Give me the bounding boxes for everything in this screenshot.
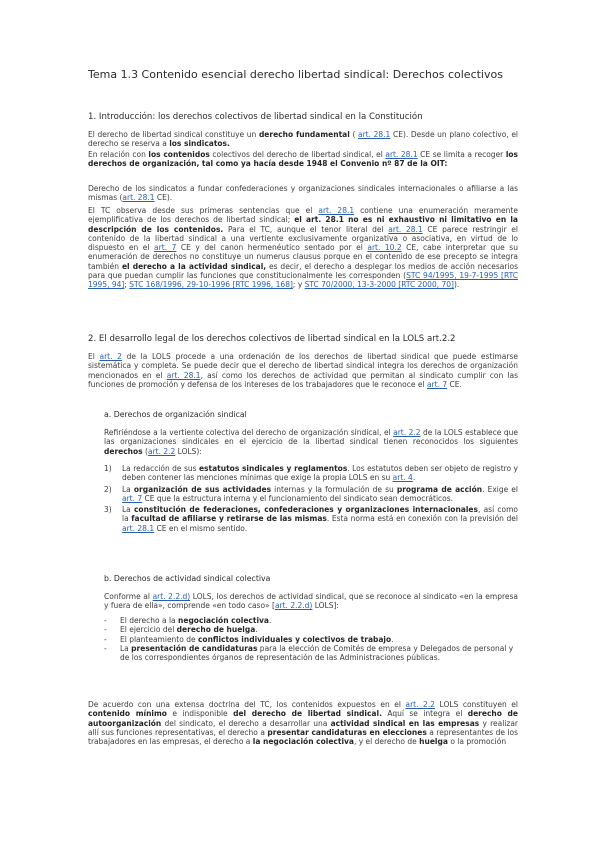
link-art-2[interactable]: art. 2 [99, 352, 122, 361]
section-1-heading: 1. Introducción: los derechos colectivos de libertad sindical en la Constitución [88, 112, 423, 122]
paragraph-2: En relación con los contenidos colectivos del derecho de libertad sindical, el art. 28.1 CE se limita a recoger los derechos de organización, tal como ya hacía desde 1948 el Convenio nº 87 de la OIT: [88, 150, 519, 169]
link-art-2-2[interactable]: art. 2.2 [147, 446, 176, 456]
subsection-b-heading: b. Derechos de actividad sindical colectiva [104, 574, 271, 583]
link-art-2-2[interactable]: art. 2.2 [405, 700, 435, 709]
section-2-heading: 2. El desarrollo legal de los derechos colectivos de libertad sindical en la LOLS art.2.2 [88, 334, 456, 344]
link-art-10-2[interactable]: art. 10.2 [367, 243, 402, 253]
list-item: - El ejercicio del derecho de huelga. [104, 625, 258, 635]
list-item: - La presentación de candidaturas para la elección de Comités de empresa y Delegados de personal y de los correspondientes órganos de representación de las Administraciones públicas. [104, 643, 514, 663]
paragraph-7: Conforme al art. 2.2.d) LOLS, los derechos de actividad sindical, que se reconoce al sindicato «en la empresa y fuera de ella», comprende «en todo caso» [art. 2.2.d) LOLS]: [104, 592, 518, 611]
link-stc-94-1995[interactable]: STC 94/1995, 19-7-1995 [RTC 1995, 94] [88, 271, 518, 290]
paragraph-6: Refiriéndose a la vertiente colectiva del derecho de organización sindical, el art. 2.2 de la LOLS establece que las organizaciones sindicales en el ejercicio de la libertad sindical tienen reconocidos los siguientes derechos (art. 2.2 LOLS): [104, 428, 518, 456]
link-art-2-2-d[interactable]: art. 2.2.d) [274, 601, 313, 611]
list-item: - El derecho a la negociación colectiva. [104, 616, 272, 625]
link-art-28-1[interactable]: art. 28.1 [122, 523, 155, 533]
paragraph-4: El TC observa desde sus primeras sentencias que el art. 28.1 contiene una enumeración meramente ejemplificativa de los derechos de libertad sindical; el art. 28.1 no es ni exhaustivo ni limitativo en la descripción de los contenidos. Para el TC, aunque el tenor literal del art. 28.1 CE parece restringir el contenido de la libertad sindical a una vertiente exclusivamente organizativa o asociativa, en virtud de lo dispuesto en el art. 7 CE y del canon hermenéutico sentado por el art. 10.2 CE, cabe interpretar que su enumeración de derechos no constituye un numerus clausus porque en el contenido de ese precepto se integra también el derecho a la actividad sindical, es decir, el derecho a desplegar los medios de acción necesarios para que puedan cumplir las funciones que constitucionalmente les corresponden (STC 94/1995, 19-7-1995 [RTC 1995, 94]; STC 168/1996, 29-10-1996 [RTC 1996, 168]; y STC 70/2000, 13-3-2000 [RTC 2000, 70]). [88, 206, 519, 290]
link-art-7[interactable]: art. 7 [122, 493, 143, 503]
link-art-28-1[interactable]: art. 28.1 [388, 224, 423, 234]
list-item: 1) La redacción de sus estatutos sindicales y reglamentos. Los estatutos deben ser objeto de registro y deben contener las menciones mínimas que exige la propia LOLS en su art. 4. [104, 464, 519, 483]
link-stc-70-2000[interactable]: STC 70/2000, 13-3-2000 [RTC 2000, 70] [304, 280, 454, 290]
paragraph-5: El art. 2 de la LOLS procede a una ordenación de los derechos de libertad sindical que puede estimarse sistemática y completa. Se puede decir que el derecho de libertad sindical integra los derechos de organización mencionados en el art. 28.1, así como los derechos de actividad que permitan al sindicato cumplir con las funciones de promoción y defensa de los intereses de los trabajadores que le reconoce el art. 7 CE. [88, 352, 519, 389]
paragraph-1: El derecho de libertad sindical constituye un derecho fundamental ( art. 28.1 CE). Desde un plano colectivo, el derecho se reserva a los sindicatos. [88, 130, 519, 149]
link-art-28-1[interactable]: art. 28.1 [166, 370, 201, 380]
link-art-4[interactable]: art. 4 [392, 473, 413, 483]
link-art-7[interactable]: art. 7 [154, 243, 177, 253]
link-art-28-1[interactable]: art. 28.1 [385, 150, 418, 159]
link-art-7[interactable]: art. 7 [426, 379, 448, 389]
list-item: - El planteamiento de conflictos individuales y colectivos de trabajo. [104, 634, 394, 644]
link-art-28-1[interactable]: art. 28.1 [318, 206, 355, 215]
paragraph-3: Derecho de los sindicatos a fundar confederaciones y organizaciones sindicales internacionales o afiliarse a las mismas (art. 28.1 CE). [88, 184, 518, 203]
link-art-2-2[interactable]: art. 2.2 [393, 428, 421, 437]
link-art-28-1[interactable]: art. 28.1 [358, 130, 391, 139]
list-item: 2) La organización de sus actividades internas y la formulación de su programa de acción. Exige el art. 7 CE que la estructura interna y el funcionamiento del sindicato sean democráticos. [104, 484, 518, 503]
activity-rights-list [104, 616, 518, 662]
link-art-28-1[interactable]: art. 28.1 [122, 193, 155, 203]
document-title: Tema 1.3 Contenido esencial derecho libertad sindical: Derechos colectivos [88, 68, 503, 81]
link-art-2-2-d[interactable]: art. 2.2.d) [152, 592, 191, 601]
list-item: 3) La constitución de federaciones, confederaciones y organizaciones internacionales, así como la facultad de afiliarse y retirarse de las mismas. Esta norma está en conexión con la previsión del art. 28.1 CE en el mismo sentido. [104, 505, 518, 533]
organization-rights-list [104, 464, 518, 535]
subsection-a-heading: a. Derechos de organización sindical [104, 410, 247, 419]
link-stc-168-1996[interactable]: STC 168/1996, 29-10-1996 [RTC 1996, 168] [129, 280, 293, 290]
paragraph-8: De acuerdo con una extensa doctrina del TC, los contenidos expuestos en el art. 2.2 LOLS constituyen el contenido mínimo e indisponible del derecho de libertad sindical. Aquí se integra el derecho de autoorganización del sindicato, el derecho a desarrollar una actividad sindical en las empresas y realizar allí sus funciones representativas, el derecho a presentar candidaturas en elecciones a representantes de los trabajadores en las empresas, el derecho a la negociación colectiva, y el derecho de huelga o la promoción [88, 700, 519, 747]
